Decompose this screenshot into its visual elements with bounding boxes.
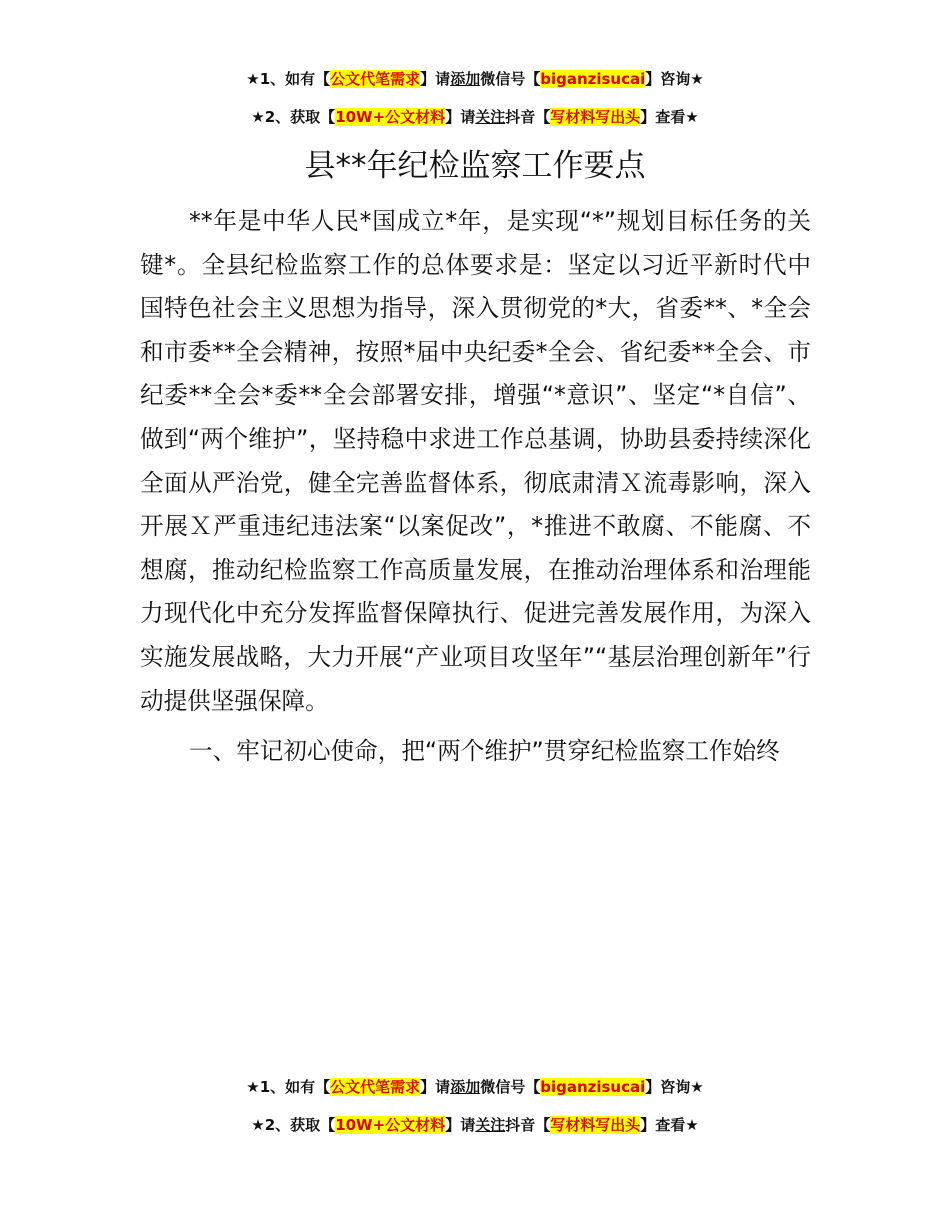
- promo-text: ★1、如有【: [246, 1078, 331, 1096]
- promo-text: 抖音【: [505, 1116, 551, 1134]
- promo-text: ★2、获取【: [251, 108, 336, 126]
- body-paragraph: **年是中华人民*国成立*年，是实现“*”规划目标任务的关键*。全县纪检监察工作的总体要求是：坚定以习近平新时代中国特色社会主义思想为指导，深入贯彻党的*大，省委**、*全会和市委**全会精神，按照*届中央纪委*全会、省纪委**全会、市纪委**全会*委**全会部署安排，增强“*意识”、坚定“*自信”、做到“两个维护”，坚持稳中求进工作总基调，协助县委持续深化全面从严治党，健全完善监督体系，彻底肃清Ｘ流毒影响，深入开展Ｘ严重违纪违法案“以案促改”，*推进不敢腐、不能腐、不想腐，推动纪检监察工作高质量发展，在推动治理体系和治理能力现代化中充分发挥监督保障执行、促进完善发展作用，为深入实施发展战略，大力开展“产业项目攻坚年”“基层治理创新年”行动提供坚强保障。: [140, 207, 811, 715]
- promo-wechat-id: biganzisucai: [540, 70, 646, 88]
- promo-text: 】请: [420, 1078, 451, 1096]
- promo-highlight: 10W+公文材料: [335, 108, 446, 126]
- promo-line-1-top: [0, 68, 950, 90]
- promo-underline: 添加: [450, 70, 481, 88]
- promo-line-2-bottom: [0, 1114, 950, 1136]
- promo-line-2-top: [0, 106, 950, 128]
- promo-douyin-id: 写材料写出头: [550, 1116, 641, 1134]
- section-heading: 一、牢记初心使命，把“两个维护”贯穿纪检监察工作始终: [189, 737, 780, 765]
- promo-text: 】请: [445, 1116, 476, 1134]
- promo-text: 微信号【: [480, 1078, 541, 1096]
- promo-underline: 关注: [475, 108, 506, 126]
- promo-douyin-id: 写材料写出头: [550, 108, 641, 126]
- promo-text: 抖音【: [505, 108, 551, 126]
- promo-line-1-bottom: [0, 1076, 950, 1098]
- promo-text: 】请: [420, 70, 451, 88]
- promo-underline: 关注: [475, 1116, 506, 1134]
- promo-underline: 添加: [450, 1078, 481, 1096]
- promo-highlight: 公文代笔需求: [330, 1078, 421, 1096]
- promo-text: 】咨询★: [645, 70, 704, 88]
- promo-highlight: 公文代笔需求: [330, 70, 421, 88]
- promo-text: 】咨询★: [645, 1078, 704, 1096]
- promo-text: ★2、获取【: [251, 1116, 336, 1134]
- promo-highlight: 10W+公文材料: [335, 1116, 446, 1134]
- promo-text: 】请: [445, 108, 476, 126]
- promo-text: ★1、如有【: [246, 70, 331, 88]
- promo-text: 】查看★: [640, 1116, 699, 1134]
- promo-text: 】查看★: [640, 108, 699, 126]
- promo-text: 微信号【: [480, 70, 541, 88]
- promo-wechat-id: biganzisucai: [540, 1078, 646, 1096]
- document-title: 县**年纪检监察工作要点: [304, 148, 646, 184]
